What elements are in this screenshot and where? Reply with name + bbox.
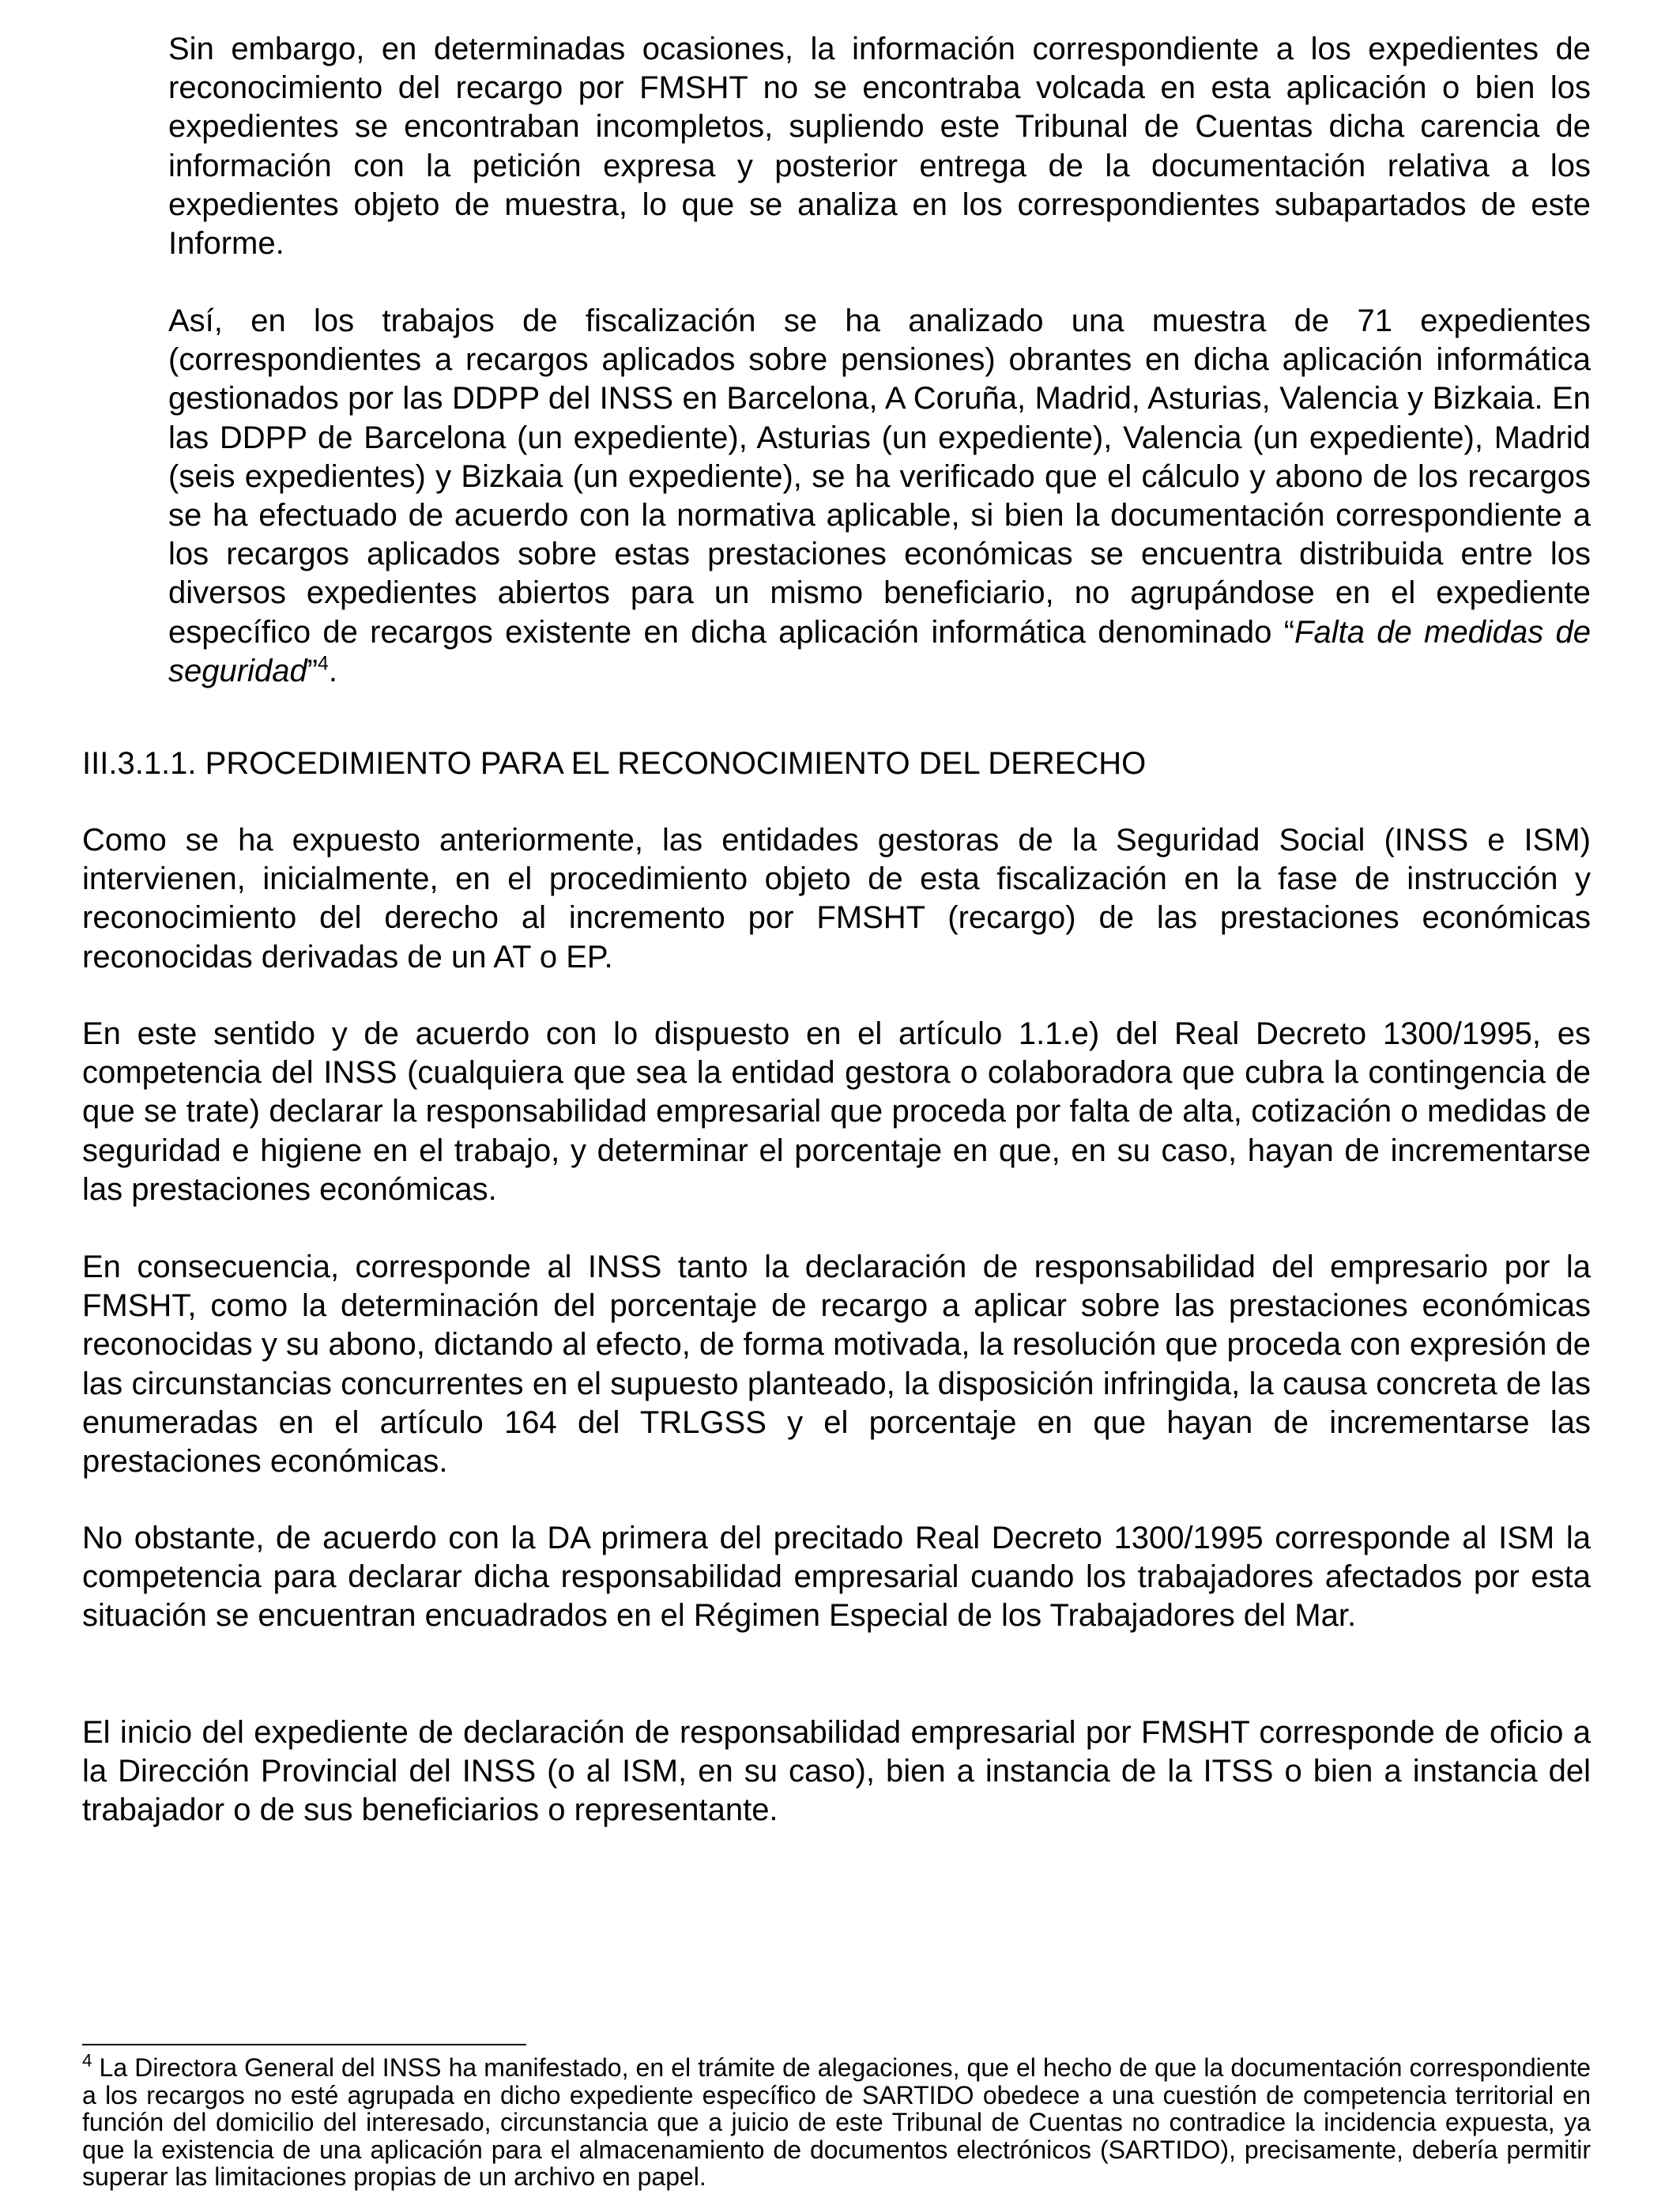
paragraph-text: No obstante, de acuerdo con la DA primera del precitado Real Decreto 1300/1995 corresponde al ISM la competencia para declarar dicha responsabilidad empresarial cuando los trabajadores afectados por esta situación se encuentran encuadrados en el Régimen Especial de los Trabajadores del Mar.: [82, 1521, 1591, 1634]
italic-application-name: Falta de medidas de seguridad: [168, 614, 1591, 688]
paragraph-procedure-start: [82, 1713, 1591, 1830]
paragraph-text: Como se ha expuesto anteriormente, las entidades gestoras de la Seguridad Social (INSS e ISM) intervienen, inicialmente, en el procedimiento objeto de esta fiscalización en la fase de instrucción y reconocimiento del derecho al incremento por FMSHT (recargo) de las prestaciones económicas reconocidas derivadas de un AT o EP.: [82, 823, 1591, 974]
footnote: [82, 2050, 1591, 2191]
paragraph-ism-competence: [82, 1519, 1591, 1636]
footnote-text: La Directora General del INSS ha manifestado, en el trámite de alegaciones, que el hecho de que la documentación correspondiente a los recargos no esté agrupada en dicho expediente específico de SARTIDO obedece a una cuestión de competencia territorial en función del domicilio del interesado, circunstancia que a juicio de este Tribunal de Cuentas no contradice la incidencia expuesta, ya que la existencia de una aplicación para el almacenamiento de documentos electrónicos (SARTIDO), precisamente, debería permitir superar las limitaciones propias de un archivo en papel.: [82, 2053, 1591, 2191]
paragraph-text: En consecuencia, corresponde al INSS tanto la declaración de responsabilidad del empresario por la FMSHT, como la determinación del porcentaje de recargo a aplicar sobre las prestaciones económicas reconocidas y su abono, dictando al efecto, de forma motivada, la resolución que proceda con expresión de las circunstancias concurrentes en el supuesto planteado, la disposición infringida, la causa concreta de las enumeradas en el artículo 164 del TRLGSS y el porcentaje en que hayan de incrementarse las prestaciones económicas.: [82, 1250, 1591, 1480]
section-heading: III.3.1.1. PROCEDIMIENTO PARA EL RECONOCIMIENTO DEL DERECHO: [82, 746, 1147, 781]
closing-quote: ”: [307, 653, 318, 688]
paragraph-sample-analysis: [168, 302, 1591, 691]
footnote-number: 4: [82, 2050, 92, 2071]
paragraph-management-entities: [82, 821, 1591, 977]
paragraph-text: Así, en los trabajos de fiscalización se ha analizado una muestra de 71 expedientes (correspondientes a recargos aplicados sobre pensiones) obrantes en dicha aplicación informática gestionados por las DDPP del INSS en Barcelona, A Coruña, Madrid, Asturias, Valencia y Bizkaia. En las DDPP de Barcelona (un expediente), Asturias (un expediente), Valencia (un expediente), Madrid (seis expedientes) y Bizkaia (un expediente), se ha verificado que el cálculo y abono de los recargos se ha efectuado de acuerdo con la normativa aplicable, si bien la documentación correspondiente a los recargos aplicados sobre estas prestaciones económicas se encuentra distribuida entre los diversos expedientes abiertos para un mismo beneficiario, no agrupándose en el expediente específico de recargos existente en dicha aplicación informática denominado “: [168, 303, 1591, 650]
paragraph-consequence: [82, 1248, 1591, 1481]
paragraph-text: En este sentido y de acuerdo con lo dispuesto en el artículo 1.1.e) del Real Decreto 1300/1995, es competencia del INSS (cualquiera que sea la entidad gestora o colaboradora que cubra la contingencia de que se trate) declarar la responsabilidad empresarial que proceda por falta de alta, cotización o medidas de seguridad e higiene en el trabajo, y determinar el porcentaje en que, en su caso, hayan de incrementarse las prestaciones económicas.: [82, 1016, 1591, 1207]
paragraph-text: El inicio del expediente de declaración de responsabilidad empresarial por FMSHT corresponde de oficio a la Dirección Provincial del INSS (o al ISM, en su caso), bien a instancia de la ITSS o bien a instancia del trabajador o de sus beneficiarios o representante.: [82, 1715, 1591, 1828]
sentence-end: .: [328, 653, 337, 688]
footnote-reference[interactable]: 4: [318, 653, 329, 675]
footnote-separator: [82, 2044, 526, 2045]
paragraph-inss-competence: [82, 1015, 1591, 1209]
paragraph-text: Sin embargo, en determinadas ocasiones, la información correspondiente a los expedientes de reconocimiento del recargo por FMSHT no se encontraba volcada en esta aplicación o bien los expedientes se encontraban incompletos, supliendo este Tribunal de Cuentas dicha carencia de información con la petición expresa y posterior entrega de la documentación relativa a los expedientes objeto de muestra, lo que se analiza en los correspondientes subapartados de este Informe.: [168, 32, 1591, 262]
paragraph-sartido-incomplete: [168, 30, 1591, 263]
